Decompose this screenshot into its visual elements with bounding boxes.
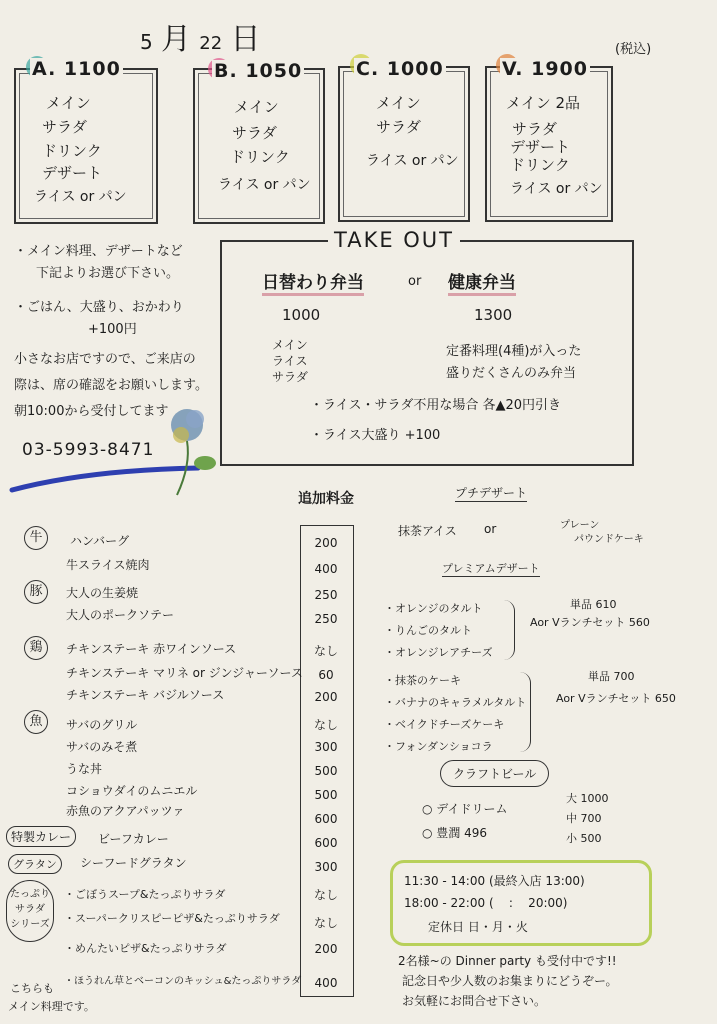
plan-b-item: サラダ — [232, 124, 277, 142]
menu-item: チキンステーキ 赤ワインソース — [66, 642, 237, 656]
salad-series-tag: たっぷり サラダ シリーズ — [6, 880, 54, 942]
menu-price: 500 — [314, 764, 338, 778]
plan-v-title: V. 1900 — [502, 58, 588, 80]
beer-size: 大 1000 — [566, 792, 609, 805]
plan-v-item: サラダ — [512, 120, 557, 138]
dessert-item: ・抹茶のケーキ — [384, 674, 461, 687]
plan-a-item: サラダ — [42, 118, 87, 136]
petit-dessert-b: パウンドケーキ — [574, 534, 644, 545]
phone-number: 03-5993-8471 — [22, 440, 155, 460]
menu-price: 200 — [314, 536, 338, 550]
menu-item: ビーフカレー — [98, 832, 169, 846]
bento-1-item: ライス — [272, 354, 308, 368]
note-line: 朝10:00から受付してます — [14, 404, 169, 419]
takeout-note: ・ライス・サラダ不用な場合 各▲20円引き — [310, 398, 562, 413]
hours-dinner: 18:00 - 22:00 ( : 20:00) — [404, 896, 568, 910]
beer-size: 中 700 — [566, 812, 602, 825]
plan-b-item: メイン — [234, 98, 279, 116]
dessert-single-price: 単品 610 — [570, 598, 617, 611]
petit-dessert-title: プチデザート — [455, 486, 528, 500]
dessert-item: ・オレンジレアチーズ — [384, 646, 493, 659]
plan-v-item: ドリンク — [510, 156, 570, 174]
party-note: 記念日や少人数のお集まりにどうぞー。 — [402, 974, 618, 988]
menu-price: なし — [313, 888, 338, 902]
category-fish: 魚 — [24, 710, 48, 734]
dessert-single-price: 単品 700 — [588, 670, 635, 683]
plan-v-item: デザート — [510, 138, 571, 156]
month: 5 — [140, 30, 153, 54]
menu-price: 600 — [314, 836, 338, 850]
menu-price: 60 — [318, 668, 334, 682]
dessert-set-price: Aor Vランチセット 560 — [530, 616, 650, 629]
dessert-item: ・フォンダンショコラ — [384, 740, 493, 753]
menu-price: 200 — [314, 690, 338, 704]
beer-item: ○ デイドリーム — [422, 802, 508, 816]
menu-item: ハンバーグ — [70, 534, 130, 548]
bento-1-price: 1000 — [282, 306, 321, 324]
menu-item: 大人の生姜焼 — [66, 586, 139, 600]
plan-a-item: メイン — [46, 94, 91, 112]
menu-price: 400 — [314, 976, 338, 990]
takeout-note: ・ライス大盛り +100 — [310, 428, 441, 443]
menu-item: シーフードグラタン — [80, 856, 187, 870]
menu-price: なし — [313, 916, 338, 930]
petit-dessert-a: 抹茶アイス — [398, 524, 457, 538]
bento-2-desc: 定番料理(4種)が入った — [446, 344, 582, 359]
menu-price: 400 — [314, 562, 338, 576]
menu-price: 300 — [314, 740, 338, 754]
day-kanji: 日 — [230, 22, 261, 57]
closed-days: 定休日 日・月・火 — [428, 920, 528, 934]
menu-price: 600 — [314, 812, 338, 826]
special-curry-tag: 特製カレー — [6, 826, 76, 847]
plan-b-title: B. 1050 — [214, 60, 303, 82]
takeout-title: TAKE OUT — [328, 228, 460, 252]
bento-1-item: サラダ — [272, 370, 308, 384]
category-chicken: 鶏 — [24, 636, 48, 660]
takeout-or: or — [408, 274, 422, 289]
dessert-item: ・バナナのキャラメルタルト — [384, 696, 527, 709]
craft-beer-title: クラフトビール — [440, 760, 549, 787]
bento-1-item: メイン — [272, 338, 308, 352]
month-kanji: 月 — [161, 22, 191, 57]
plan-b-item: ドリンク — [230, 148, 290, 166]
tax-note: (税込) — [615, 42, 652, 57]
plan-c-item: メイン — [376, 94, 421, 112]
party-note: お気軽にお問合せ下さい。 — [402, 994, 547, 1008]
menu-item: チキンステーキ マリネ or ジンジャーソース — [66, 666, 303, 680]
day: 22 — [199, 33, 223, 54]
dessert-item: ・ベイクドチーズケーキ — [384, 718, 505, 731]
plan-v-item: ライス or パン — [510, 181, 603, 197]
plan-c-item: サラダ — [376, 118, 421, 136]
plan-a-item: ライス or パン — [34, 189, 127, 205]
menu-price: なし — [313, 718, 338, 732]
menu-price: 200 — [314, 942, 338, 956]
plan-b-item: ライス or パン — [218, 177, 311, 193]
petit-dessert-b: プレーン — [560, 520, 600, 531]
footnote: メイン料理です。 — [8, 1000, 95, 1013]
beer-size: 小 500 — [566, 832, 602, 845]
dessert-bracket — [520, 672, 531, 752]
note-line: ・ごはん、大盛り、おかわり — [14, 300, 184, 315]
dessert-item: ・りんごのタルト — [384, 624, 472, 637]
plan-a-item: ドリンク — [42, 142, 102, 160]
bento-2-price: 1300 — [474, 306, 513, 324]
menu-item: ・ほうれん草とベーコンのキッシュ&たっぷりサラダ — [64, 976, 302, 987]
gratin-tag: グラタン — [8, 854, 62, 874]
party-note: 2名様~の Dinner party も受付中です!! — [398, 954, 617, 968]
hours-lunch: 11:30 - 14:00 (最終入店 13:00) — [404, 874, 585, 888]
menu-item: 赤魚のアクアパッツァ — [66, 804, 185, 818]
extra-header: 追加料金 — [298, 491, 354, 507]
note-line: 際は、席の確認をお願いします。 — [14, 378, 208, 393]
menu-item: ・めんたいピザ&たっぷりサラダ — [64, 942, 227, 955]
bento-2-desc: 盛りだくさんのみ弁当 — [446, 366, 577, 381]
note-line: 下記よりお選び下さい。 — [36, 266, 180, 281]
dessert-item: ・オレンジのタルト — [384, 602, 483, 615]
menu-item: ・スーパークリスピーピザ&たっぷりサラダ — [64, 912, 280, 925]
plan-box-c — [338, 66, 470, 222]
category-beef: 牛 — [24, 526, 48, 550]
menu-item: サバのグリル — [66, 718, 138, 732]
menu-item: ・ごぼうスープ&たっぷりサラダ — [64, 888, 226, 901]
dessert-set-price: Aor Vランチセット 650 — [556, 692, 676, 705]
hydrangea-flower-icon — [165, 405, 225, 500]
bento-2-name: 健康弁当 — [448, 268, 516, 296]
menu-item: 牛スライス焼肉 — [66, 558, 150, 572]
menu-price: 500 — [314, 788, 338, 802]
beer-item: ○ 豊潤 496 — [422, 826, 488, 840]
note-line: 小さなお店ですので、ご来店の — [14, 352, 196, 367]
note-line: +100円 — [88, 322, 137, 337]
plan-c-title: C. 1000 — [356, 58, 444, 80]
date-header — [140, 14, 260, 58]
plan-a-title: A. 1100 — [32, 58, 121, 80]
menu-price: 250 — [314, 588, 338, 602]
plan-c-item: ライス or パン — [366, 153, 459, 169]
bento-1-name: 日替わり弁当 — [262, 268, 364, 296]
plan-v-item: メイン 2品 — [506, 94, 581, 112]
menu-item: サバのみそ煮 — [66, 740, 138, 754]
category-pork: 豚 — [24, 580, 48, 604]
dessert-bracket — [504, 600, 515, 660]
plan-a-item: デザート — [42, 164, 103, 182]
menu-price: 300 — [314, 860, 338, 874]
menu-item: コショウダイのムニエル — [66, 784, 198, 798]
menu-item: 大人のポークソテー — [66, 608, 175, 622]
menu-price: 250 — [314, 612, 338, 626]
note-line: ・メイン料理、デザートなど — [14, 244, 183, 259]
premium-dessert-title: プレミアムデザート — [442, 562, 540, 575]
menu-price: なし — [313, 644, 338, 658]
footnote: こちらも — [10, 982, 54, 995]
menu-item: うな丼 — [66, 762, 103, 776]
petit-dessert-or: or — [484, 522, 497, 536]
menu-item: チキンステーキ バジルソース — [66, 688, 225, 702]
